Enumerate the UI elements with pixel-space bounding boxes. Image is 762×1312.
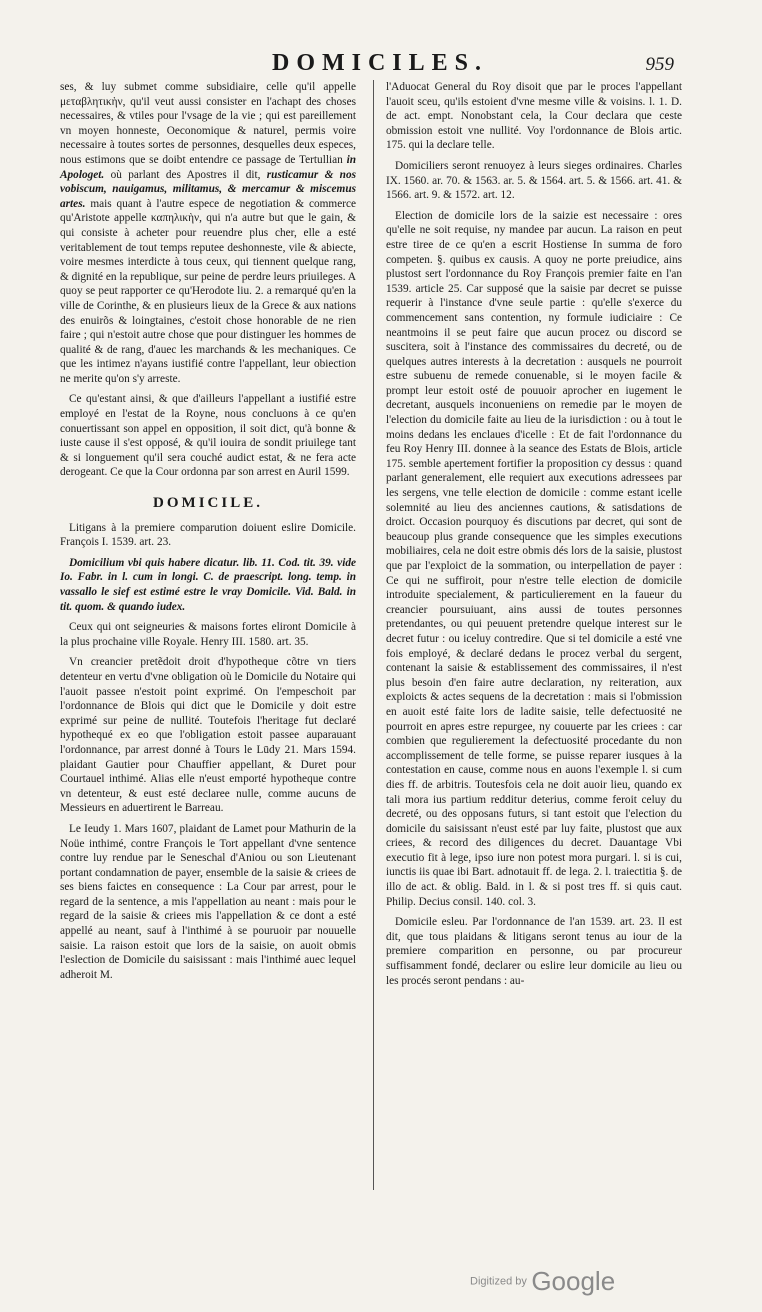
paragraph: ses, & luy submet comme subsidiaire, celle qu'il appelle μεταβλητικὴν, qu'il veut aussi consister en l'achapt des choses necessaires, & vtiles pour l'vsage de la vie ; qui est pareillement vn moyen honneste, Oeconomique & naturel, permis voire necessaire à toutes sortes de personnes, desquelles deux especes, nous estimons que se doibt entendre ce passage de Tertullian in Apologet. où parlant des Apostres il dit, rusticamur & nos vobiscum, nauigamus, militamus, & mercamur & miscemus artes. mais quant à l'autre espece de negotiation & commerce qu'Aristote appelle καπηλικὴν, qui n'a autre but que le gain, & qui consiste à acheter pour reuendre plus cher, elle a esté veritablement de tout temps reputee deshonneste, vile & abiecte, voire mesmes interdicte à tous ceux, qui tiennent quelque rang, & dignité en la republique, sur peine de perdre leurs priuileges. A quoy se peut rapporter ce qu'Herodote liu. 2. a remarqué qu'en la ville de Corinthe, & en plusieurs lieux de la Grece & aux nations des enuirõs & loingtaines, c'estoit chose honorable de ne rien faire ; qui n'estoit autre chose que pour distinguer les hommes de qualité & de rang, d'auec les marchands & les mechaniques. Ce que les intimez n'ayans iustifié contre l'appellant, leur obiection ne merite qu'on s'y arreste. (60, 81, 357, 385)
paragraph: Litigans à la premiere comparution doiuent eslire Domicile. François I. 1539. art. 23. (60, 521, 356, 549)
paragraph: Ceux qui ont seigneuries & maisons fortes eliront Domicile à la plus prochaine ville Royale. Henry III. 1580. art. 35. (60, 621, 356, 648)
paragraph: l'Aduocat General du Roy disoit que par le proces l'appellant l'auoit sceu, qu'ils estoient d'vne mesme ville & voisins. l. 1. D. de act. empt. Nonobstant cela, la Cour declara que ceste obmission estoit vne nullité. Voy l'ordonnance de Blois artic. 175. qui la declare telle. (386, 81, 682, 152)
page-number: 959 (645, 54, 674, 75)
digitized-label: Digitized by (470, 1275, 527, 1288)
paragraph: Le Ieudy 1. Mars 1607, plaidant de Lamet pour Mathurin de la Noüe inthimé, contre François le Tort appellant d'vne sentence contre luy rendue par le Seneschal d'Aniou ou son Lieutenant portant condamnation de payer, ensemble de la saisie & criees de ses biens faictes en consequence : La Cour par arrest, pour le regard de la sentence, a mis l'appellation au neant : mais pour le regard de la saisie & criees mis l'appellation & ce dont a esté appellé au neant, sauf à l'inthimé à se pouruoir par nouuelle saisie. La raison estoit que lors de la saisie, on auoit obmis l'eslection de Domicile du saisissant : mais l'inthimé auec lequel adheroit M. (60, 822, 356, 981)
citation: in Apologet. (60, 153, 356, 181)
paragraph: Vn creancier pretẽdoit droit d'hypotheque cõtre vn tiers detenteur en vertu d'vne obligation où le Domicile du Notaire qui l'auoit passee n'estoit point exprimé. On l'empeschoit par l'ordonnance de Blois qui dict que le Domicile y doit estre exprimé sur peine de nullité. Toutefois l'heritage fut declaré hypothequé ex eo que l'obligation estoit passee auparauant l'ordonnance, par arrest donné à Tours le Lūdy 21. Mars 1594. plaidant Gautier pour Chauffier appellant, & Duret pour Courtauel inthimé. Alias elle n'eust emporté hypotheque contre vn detenteur, & eust esté declaree nulle, comme aucuns de Messieurs en aduertirent le Barreau. (60, 656, 356, 815)
running-header: DOMICILES. (271, 50, 489, 76)
section-title: DOMICILE. (153, 495, 263, 512)
column-divider (373, 80, 374, 1190)
citation-paragraph: Domicilium vbi quis habere dicatur. lib. 11. Cod. tit. 39. vide Io. Fabr. in l. cum in longi. C. de praescript. long. temp. in vassallo le sief est estimé estre le vray Domicile. Vid. Bald. in tit. quom. & quando iudex. (60, 556, 356, 613)
digitized-watermark (470, 1266, 615, 1297)
paragraph: Domiciliers seront renuoyez à leurs sieges ordinaires. Charles IX. 1560. ar. 70. & 1563. ar. 5. & 1564. art. 5. & 1566. art. 41. & 1566. art. 9. & 1572. art. 12. (386, 159, 682, 202)
citation: rusticamur & nos vobiscum, nauigamus, militamus, & mercamur & miscemus artes. (60, 168, 357, 210)
paragraph: Ce qu'estant ainsi, & que d'ailleurs l'appellant a iustifié estre employé en l'estat de la Royne, nous concluons à ce qu'en conuertissant son appel en opposition, il soit dict, qu'à bonne & iuste cause il s'est opposé, & qu'il iouira de sondit priuilege tant & si longuement qu'il sera couché audict estat, & ne fera acte derogeant. Ce que la Cour ordonna par son arrest en Auril 1599. (60, 393, 356, 479)
left-column (60, 80, 356, 988)
right-column (386, 80, 682, 994)
paragraph: Election de domicile lors de la saizie est necessaire : ores qu'elle ne soit requise, ny mandee par aucun. La raison en peut estre tiree de ce qu'en a escrit Hostiense In summa de foro competen. §. quibus ex causis. A quoy ne porte preiudice, ains plustost sert l'ordonnance du Roy François premier faite en l'an 1539. article 25. Car supposé que la saisie par decret se puisse requerir à l'instance d'vne seule partie : qu'elle s'exerce du commencement sans contention, ny formule iudiciaire : Ce neantmoins il se peut faire que aucun procez ou discord se suscitera, soit à l'instance des commissaires du decreté, ou de quelques autres interests à la decretation : ausquels ne pourroit estre subuenu de remede conuenable, si le moyen facile & prompt leur estoit osté de pouuoir aprocher en iugement le decretant, ausquels inconueniens on remedie par le moyen de l'election du domicile faite au lieu de la iurisdiction : ou à tout le moins dedans les enclaues d'icelle : Et de fait l'ordonnance du feu Roy Henry III. donnee à la seance des Estats de Blois, article 175. semble apertement fortifier la proposition cy dessus : quand parlant generalement, elle requiert aux executions adressees par les sergens, vne telle election de domicile : comme estant icelle solemnité au lieu des anciennes cautions, & satisdations de droict. Occasion pourquoy és discutions par decret, qui sont de beaucoup plus grande consequence que les simples executions mobiliaires, cela ne doit estre obmis dés lors de la saisie, plustost que par l'exploict de la sommation, ou interpellation de payer : Ce qui ne suffiroit, pour n'estre telle election de domicile introduite specialement, & particulierement en la faueur du creancier poursuiuant, ains aussi de toutes personnes pretendantes, ou qui peuuent pretendre quelque interest sur le decret futur : ou iceluy contredire. Que si tel domicile a esté vne fois employé, & declaré dedans le procez verbal du sergent, contenant la saisie & establissement des commissaires, il n'est plus besoin d'en faire autre declaration, ny reiteration, aux exploicts & actes sequens de la decretation : mais si l'obmission en auoit esté faite lors de ladite saisie, telle defectuosité ne pourroit en apres estre repurgee, ny couuerte par les criees : car combien que regulierement la defectuosité procedante du non accomplissement de telle forme, se puisse reparer iusques à la contestation en cause, comme nous en auons l'exemple l. si cum dies ff. de arbitris. Toutesfois cela ne doit auoir lieu, quando ex tali mora ius partium redditur deterius, comme feroit celuy du decreté, ou des opposans futurs, si tant estoit que l'election du domicile du saisissant n'eust esté par luy faite, plustost que aux criees, & record des diligences du decret. Dauantage Vbi executio fit à lege, ipso iure non potest mora purgari. l. si is cui, iunctis iis quae ibi Bart. adnotauit ff. de lega. 2. l. traiectitia §. de illo de act. & oblig. Bald. in l. & si post tres ff. si quis caut. Philip. Decius consil. 140. col. 3. (386, 209, 682, 908)
paragraph: Domicile esleu. Par l'ordonnance de l'an 1539. art. 23. Il est dit, que tous plaidans & litigans seront tenus au iour de la premiere comparition en personne, ou par procureur suffisamment fondé, declarer ou eslire leur domicile au lieu ou les procés seront pendans : au- (386, 916, 682, 987)
google-logo: Google (531, 1266, 616, 1296)
